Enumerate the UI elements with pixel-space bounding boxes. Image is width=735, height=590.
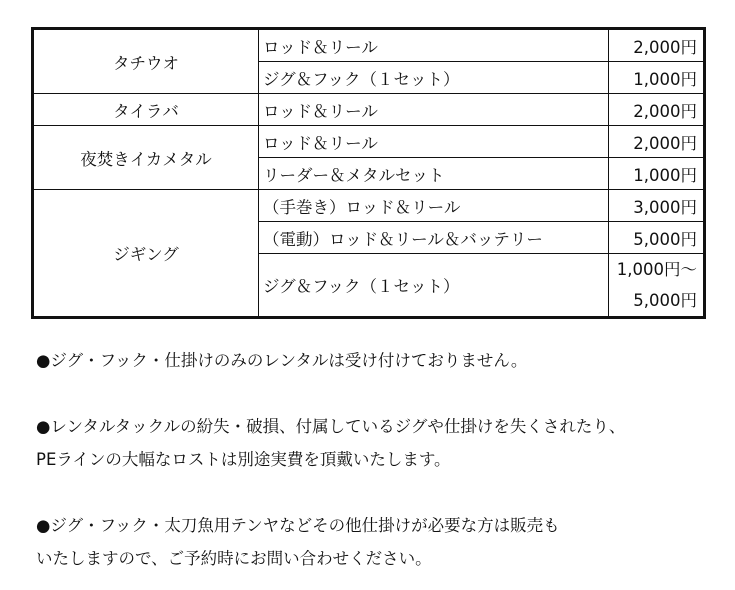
item-price-range bbox=[609, 254, 705, 318]
rental-price-table bbox=[31, 27, 706, 319]
category-tairaba: タイラバ bbox=[33, 94, 259, 126]
category-jigging: ジギング bbox=[33, 190, 259, 318]
item-price: 5,000円 bbox=[609, 222, 705, 254]
item-name: （手巻き）ロッド＆リール bbox=[259, 190, 609, 222]
rental-notes bbox=[36, 344, 726, 575]
note-sales-line1: ●ジグ・フック・太刀魚用テンヤなどその他仕掛けが必要な方は販売も bbox=[36, 516, 560, 535]
category-ikametal: 夜焚きイカメタル bbox=[33, 126, 259, 190]
item-name: ロッド＆リール bbox=[259, 126, 609, 158]
table-row bbox=[33, 126, 705, 158]
table-row bbox=[33, 94, 705, 126]
table-row bbox=[33, 29, 705, 62]
item-name: （電動）ロッド＆リール＆バッテリー bbox=[259, 222, 609, 254]
item-price: 1,000円 bbox=[609, 158, 705, 190]
item-price: 1,000円 bbox=[609, 62, 705, 94]
category-tachiuo: タチウオ bbox=[33, 29, 259, 94]
item-price: 3,000円 bbox=[609, 190, 705, 222]
note-sales-line2: いたしますので、ご予約時にお問い合わせください。 bbox=[36, 549, 432, 568]
item-name: リーダー＆メタルセット bbox=[259, 158, 609, 190]
item-price: 2,000円 bbox=[609, 126, 705, 158]
item-name: ジグ＆フック（１セット） bbox=[259, 254, 609, 318]
note-loss-damage-line1: ●レンタルタックルの紛失・破損、付属しているジグや仕掛けを失くされたり、 bbox=[36, 417, 626, 436]
item-name: ジグ＆フック（１セット） bbox=[259, 62, 609, 94]
table-row bbox=[33, 190, 705, 222]
item-name: ロッド＆リール bbox=[259, 94, 609, 126]
item-price: 2,000円 bbox=[609, 29, 705, 62]
item-name: ロッド＆リール bbox=[259, 29, 609, 62]
note-loss-damage-line2: PEラインの大幅なロストは別途実費を頂戴いたします。 bbox=[36, 450, 451, 469]
price-from: 1,000円〜 bbox=[616, 260, 697, 279]
item-price: 2,000円 bbox=[609, 94, 705, 126]
price-to: 5,000円 bbox=[633, 291, 697, 310]
note-no-tackle-only: ●ジグ・フック・仕掛けのみのレンタルは受け付けておりません。 bbox=[36, 351, 528, 370]
